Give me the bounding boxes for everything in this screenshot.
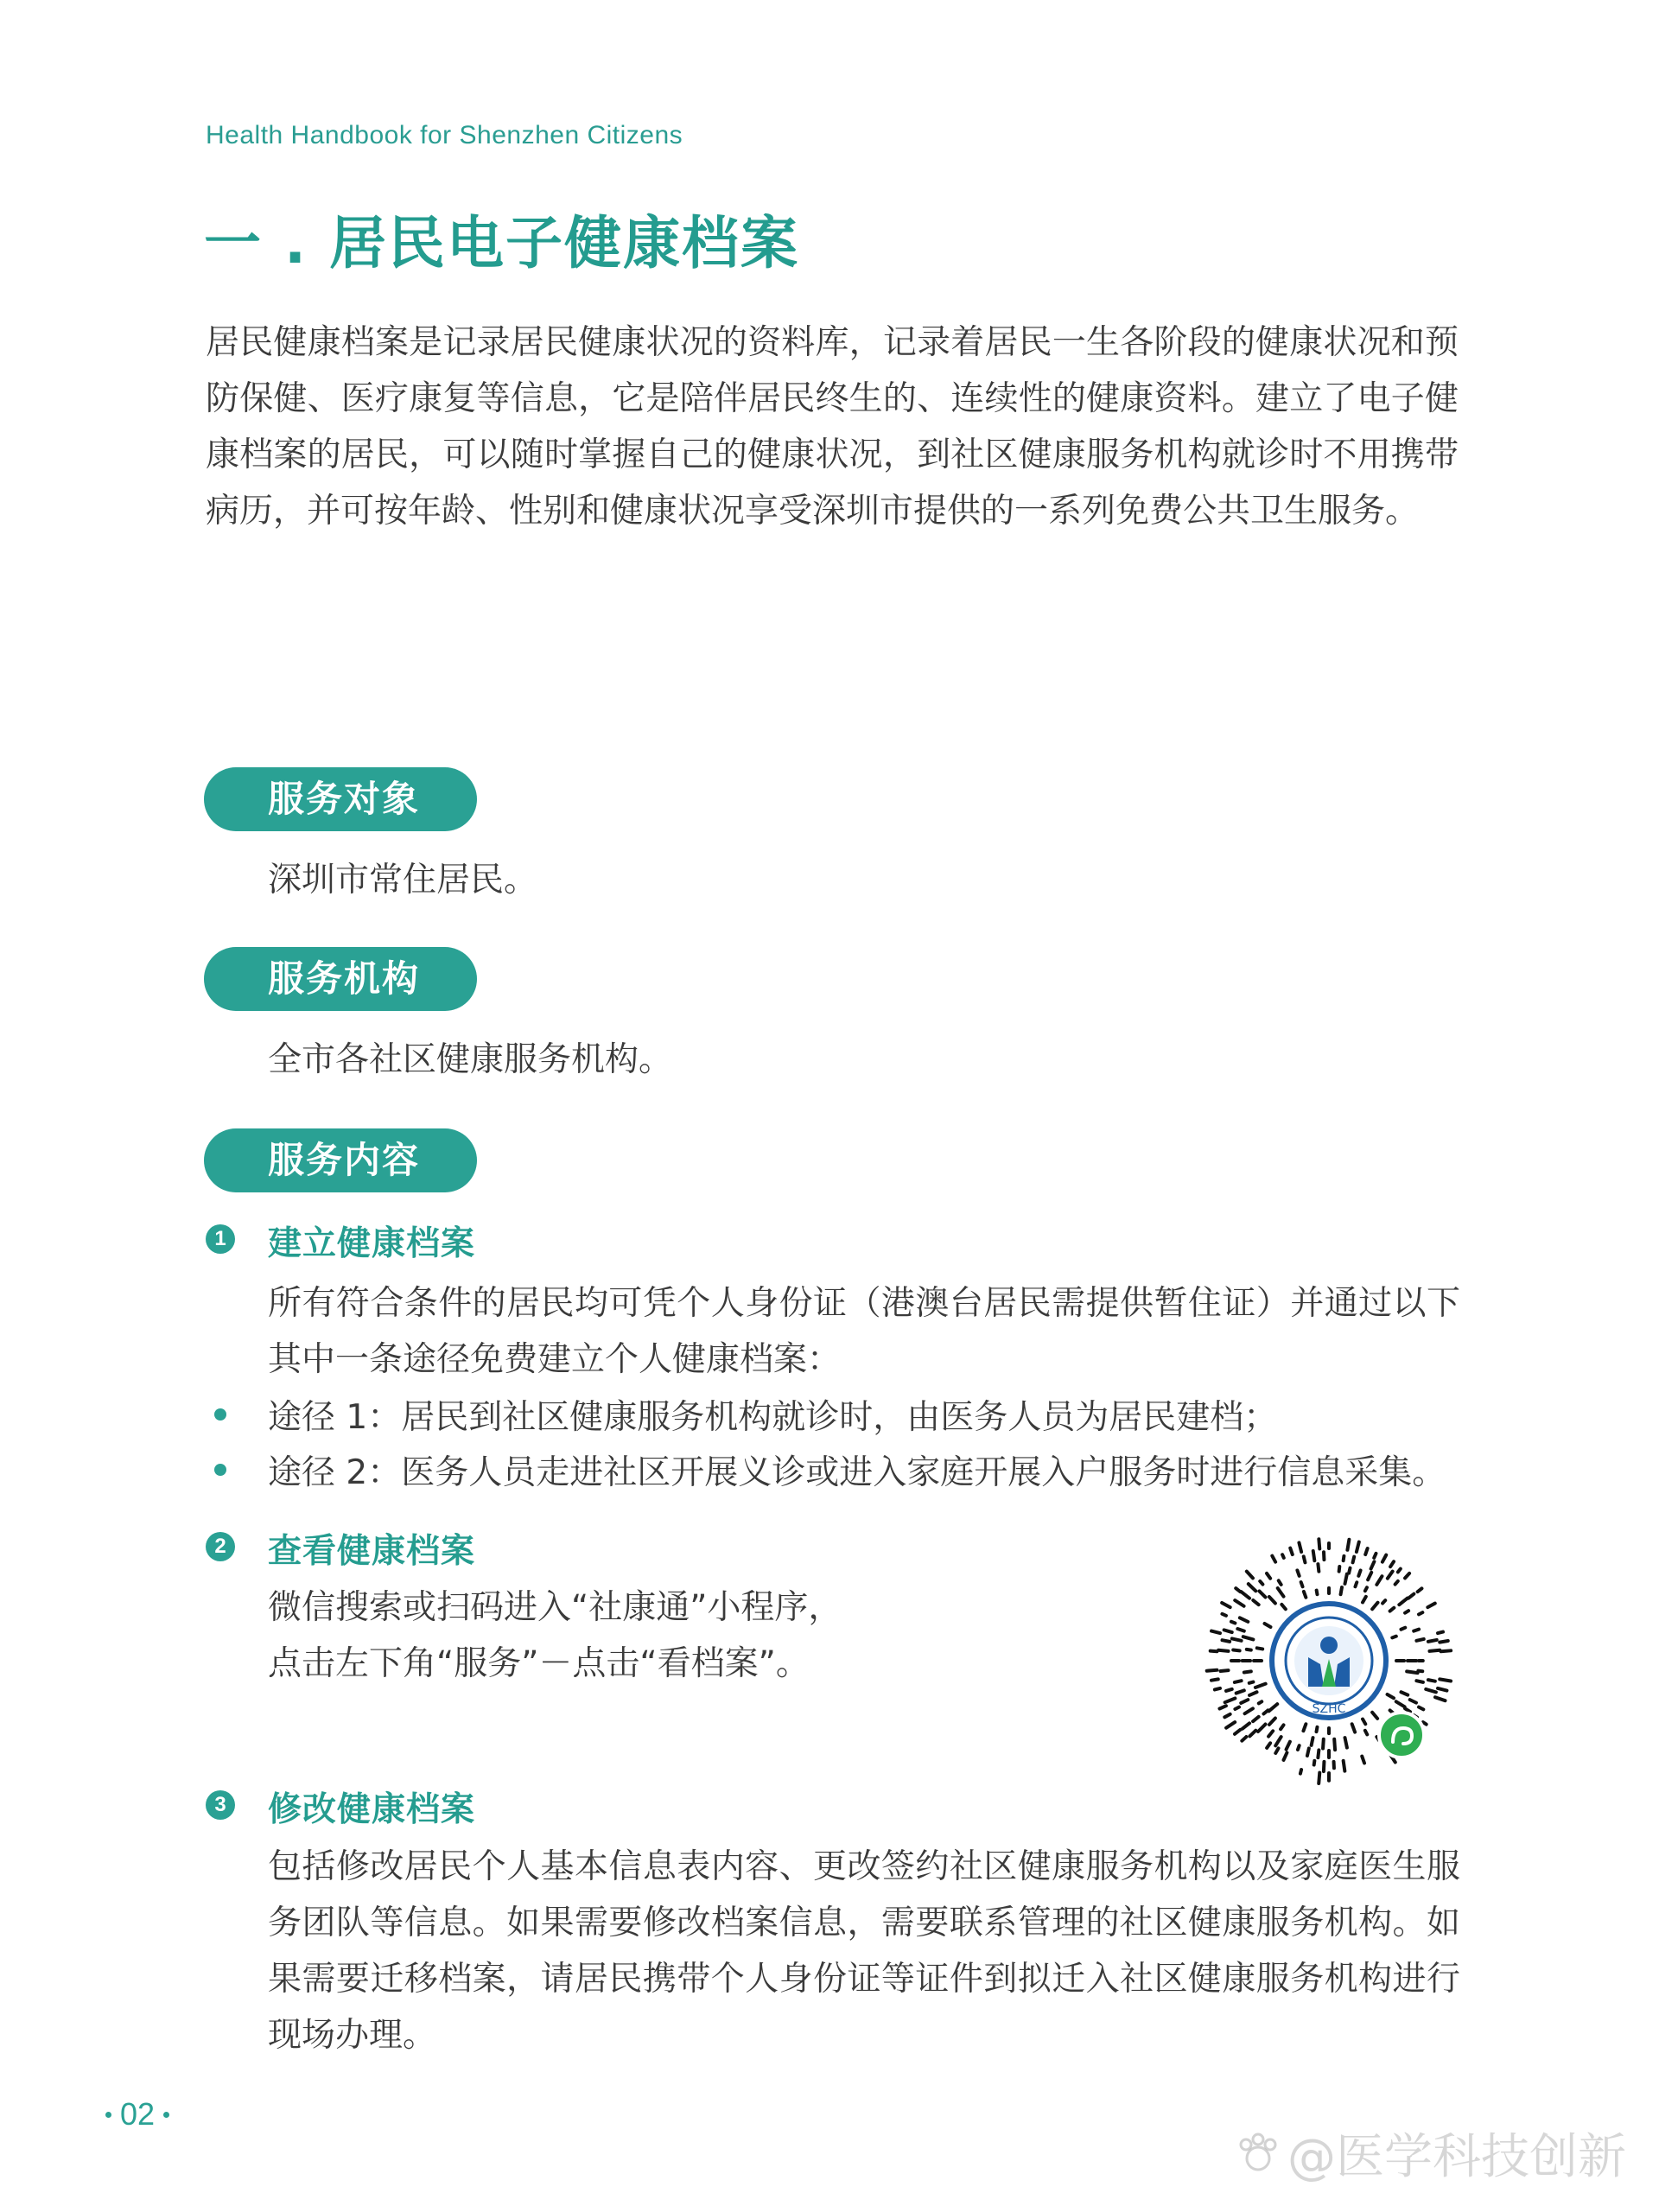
qr-dash (1352, 1724, 1355, 1732)
section-institution-text: 全市各社区健康服务机构。 (268, 1040, 673, 1079)
qr-dash (1334, 1739, 1335, 1750)
qr-dash (1438, 1632, 1443, 1634)
qr-dash (1357, 1542, 1359, 1552)
qr-dash (1399, 1599, 1407, 1605)
section-pill-content: 服务内容 (204, 1128, 477, 1192)
qr-dash (1363, 1719, 1365, 1725)
qr-dash (1388, 1572, 1393, 1579)
qr-dash (1211, 1679, 1218, 1680)
qr-dash (1258, 1725, 1265, 1732)
qr-dash (1441, 1650, 1452, 1651)
qr-dash (1244, 1671, 1251, 1672)
qr-dash (1249, 1584, 1256, 1591)
watermark-text: @医学科技创新 (1287, 2129, 1626, 2185)
qr-dash (1269, 1719, 1275, 1725)
qr-dash (1236, 1588, 1240, 1592)
qr-dash (1211, 1631, 1220, 1634)
qr-dash (1365, 1587, 1367, 1591)
qr-dash (1284, 1752, 1287, 1759)
item-number-badge: 1 (206, 1224, 235, 1254)
qr-dash (1318, 1750, 1319, 1758)
page-number-dot (163, 2112, 169, 2118)
qr-dash (1279, 1580, 1281, 1585)
page-number-text: 02 (120, 2096, 156, 2132)
qr-dash (1426, 1689, 1436, 1692)
qr-dash (1429, 1650, 1440, 1651)
section-target-text: 深圳市常住居民。 (268, 861, 538, 899)
qr-dash (1226, 1689, 1232, 1691)
qr-dash (1363, 1597, 1366, 1603)
item-modify-record-text: 包括修改居民个人基本信息表内容、更改签约社区健康服务机构以及家庭医生服务团队等信息。如果需要修改档案信息，需要联系管理的社区健康服务机构。如果需要迁移档案，请居民携带个人身份证等证件到拟迁入社区健康服务机构进行现场办理。 (268, 1847, 1460, 2055)
qr-dash (1428, 1680, 1435, 1681)
qr-dash (1272, 1556, 1275, 1562)
qr-dash (1396, 1701, 1405, 1707)
bullet-dot (214, 1464, 226, 1476)
item-number-badge: 2 (206, 1532, 235, 1561)
qr-dash (1255, 1684, 1266, 1688)
qr-dash (1407, 1671, 1417, 1673)
qr-dash (1253, 1600, 1258, 1605)
qr-dash (1440, 1641, 1448, 1643)
qr-dash (1339, 1567, 1340, 1572)
qr-dash (1249, 1682, 1254, 1683)
qr-dash (1317, 1591, 1318, 1595)
qr-dash (1237, 1629, 1244, 1631)
qr-dash (1275, 1737, 1281, 1745)
section-pill-institution: 服务机构 (204, 947, 477, 1011)
qr-dash (1323, 1739, 1324, 1749)
qr-dash (1297, 1570, 1299, 1575)
qr-dash (1281, 1605, 1285, 1609)
qr-dash (1414, 1630, 1419, 1631)
qr-dash (1226, 1722, 1235, 1728)
qr-dash (1435, 1697, 1446, 1700)
qr-dash (1362, 1757, 1364, 1764)
qr-dash (1345, 1738, 1347, 1747)
qr-dash (1365, 1548, 1367, 1554)
qr-dash (1304, 1592, 1306, 1598)
qr-dash (1235, 1730, 1240, 1734)
page-title: 一 . 居民电子健康档案 (204, 210, 800, 276)
qr-dash (1275, 1748, 1278, 1753)
qr-dash (1382, 1555, 1386, 1562)
qr-dash (1301, 1582, 1303, 1586)
qr-dash (1241, 1700, 1248, 1703)
qr-dash (1324, 1762, 1325, 1771)
qr-dash (1341, 1587, 1342, 1594)
qr-dash (1243, 1637, 1254, 1639)
qr-dash (1368, 1573, 1371, 1580)
qr-dash (1268, 1704, 1277, 1711)
bullet-text: 途径 2：医务人员走进社区开展义诊或进入家庭开展入户服务时进行信息采集。 (268, 1452, 1446, 1492)
qr-dash (1222, 1603, 1230, 1607)
qr-dash (1390, 1561, 1394, 1567)
qr-dash (1224, 1714, 1230, 1717)
qr-dash (1298, 1745, 1300, 1750)
page-number (97, 2096, 178, 2133)
qr-dash (1372, 1713, 1377, 1719)
qr-dash (1223, 1640, 1230, 1642)
list-item (214, 1441, 1446, 1497)
bullet-dot (214, 1408, 226, 1421)
paw-icon (1234, 2129, 1282, 2177)
qr-dash (1242, 1737, 1246, 1741)
qr-dash (1410, 1700, 1416, 1702)
qr-dash (1438, 1688, 1446, 1691)
qr-dash (1344, 1761, 1345, 1771)
qr-dash (1428, 1640, 1437, 1642)
item-view-record-line-2: 点击左下角“服务”－点击“看档案”。 (268, 1644, 810, 1683)
qr-dash (1263, 1710, 1268, 1713)
qr-dash (1303, 1724, 1306, 1731)
qr-dash (1419, 1707, 1423, 1710)
qr-dash (1398, 1569, 1401, 1573)
item-view-record-line-1: 微信搜索或扫码进入“社康通”小程序， (268, 1588, 842, 1627)
qr-dash (1235, 1681, 1242, 1682)
qr-dash (1207, 1670, 1217, 1671)
qr-dash (1347, 1540, 1349, 1550)
qr-dash (1401, 1692, 1408, 1694)
qr-dash (1312, 1738, 1313, 1745)
qr-dash (1269, 1597, 1275, 1604)
item-title-modify-record: 修改健康档案 (268, 1790, 476, 1829)
qr-dash (1235, 1707, 1239, 1709)
page-number-dot (105, 2112, 111, 2118)
qr-dash (1405, 1573, 1409, 1578)
qr-dash (1382, 1600, 1385, 1603)
watermark (1234, 2119, 1626, 2188)
qr-dash (1388, 1694, 1394, 1698)
qr-dash (1408, 1594, 1414, 1599)
qr-dash (1372, 1603, 1377, 1610)
qr-dash (1287, 1742, 1290, 1750)
qr-dash (1245, 1708, 1253, 1713)
qr-dash (1314, 1761, 1315, 1765)
qr-dash (1267, 1743, 1270, 1748)
qr-dash (1265, 1624, 1271, 1627)
mini-program-qr-code[interactable] (1203, 1535, 1455, 1787)
qr-dash (1390, 1608, 1395, 1611)
qr-dash (1282, 1554, 1284, 1558)
qr-dash (1401, 1628, 1405, 1630)
qr-logo-text: SZHC (1312, 1702, 1346, 1716)
qr-dash (1427, 1604, 1434, 1608)
qr-dash (1423, 1722, 1427, 1724)
qr-dash (1374, 1554, 1376, 1558)
qr-dash (1349, 1568, 1350, 1573)
section-pill-target: 服务对象 (204, 767, 477, 831)
list-item (214, 1386, 1277, 1442)
qr-dash (1243, 1723, 1249, 1728)
qr-dash (1395, 1581, 1398, 1585)
qr-dash (1440, 1679, 1451, 1681)
qr-dash (1224, 1630, 1232, 1632)
qr-dash (1281, 1725, 1283, 1729)
qr-dash (1355, 1582, 1357, 1586)
qr-dash (1300, 1770, 1301, 1774)
qr-dash (1233, 1650, 1239, 1651)
qr-dash (1416, 1681, 1423, 1682)
qr-dash (1211, 1651, 1217, 1652)
qr-dash (1267, 1573, 1270, 1579)
header-english-title: Health Handbook for Shenzhen Citizens (206, 121, 683, 149)
item-number-badge: 3 (206, 1790, 235, 1820)
qr-dash (1318, 1564, 1319, 1572)
qr-dash (1235, 1600, 1243, 1606)
qr-dash (1290, 1548, 1293, 1554)
qr-dash (1304, 1556, 1306, 1562)
qr-dash (1253, 1717, 1259, 1721)
qr-dash (1222, 1614, 1226, 1616)
item-title-view-record: 查看健康档案 (268, 1532, 476, 1571)
qr-dash (1358, 1570, 1360, 1575)
qr-dash (1231, 1622, 1235, 1624)
qr-dash (1225, 1698, 1236, 1702)
qr-dash (1353, 1557, 1355, 1563)
qr-dash (1249, 1731, 1255, 1737)
qr-dash (1365, 1731, 1367, 1735)
qr-dash (1376, 1576, 1382, 1585)
qr-dash (1215, 1688, 1220, 1690)
qr-dash (1278, 1588, 1284, 1597)
qr-dash (1345, 1574, 1347, 1584)
qr-dash (1416, 1639, 1423, 1641)
qr-dash (1260, 1581, 1262, 1585)
qr-dash (1371, 1561, 1375, 1568)
qr-dash (1259, 1591, 1265, 1597)
bullet-text: 途径 1：居民到社区健康服务机构就诊时，由医务人员为居民建档； (268, 1397, 1278, 1437)
qr-dash (1392, 1637, 1396, 1638)
intro-paragraph: 居民健康档案是记录居民健康状况的资料库，记录着居民一生各阶段的健康状况和预防保健、医疗康复等信息，它是陪伴居民终生的、连续性的健康资料。建立了电子健康档案的居民，可以随时掌握自己的健康状况，到社区健康服务机构就诊时不用携带病历，并可按年龄、性别和健康状况享受深圳市提供的一系列免费公共卫生服务。 (206, 323, 1459, 531)
qr-dash (1405, 1611, 1408, 1613)
qr-dash (1418, 1671, 1422, 1672)
qr-dash (1299, 1542, 1301, 1552)
qr-dash (1241, 1592, 1249, 1599)
qr-dash (1236, 1690, 1244, 1693)
qr-dash (1307, 1748, 1309, 1756)
qr-dash (1259, 1701, 1262, 1703)
qr-dash (1418, 1588, 1422, 1592)
qr-dash (1313, 1551, 1315, 1560)
qr-dash (1257, 1648, 1262, 1649)
qr-dash (1249, 1692, 1257, 1695)
wechat-mini-program-icon (1379, 1713, 1424, 1758)
qr-dash (1240, 1618, 1248, 1622)
qr-dash (1317, 1727, 1318, 1732)
qr-dash (1247, 1649, 1251, 1650)
qr-dash (1232, 1638, 1242, 1640)
qr-dash (1220, 1670, 1228, 1671)
qr-dash (1268, 1731, 1273, 1736)
qr-dash (1219, 1706, 1225, 1708)
item-title-create-record: 建立健康档案 (268, 1224, 476, 1263)
qr-dash (1247, 1572, 1253, 1579)
item-create-record-text: 所有符合条件的居民均可凭个人身份证（港澳台居民需提供暂住证）并通过以下其中一条途径免费建立个人健康档案： (268, 1284, 1460, 1379)
qr-dash (1419, 1612, 1422, 1614)
qr-dash (1218, 1650, 1228, 1651)
